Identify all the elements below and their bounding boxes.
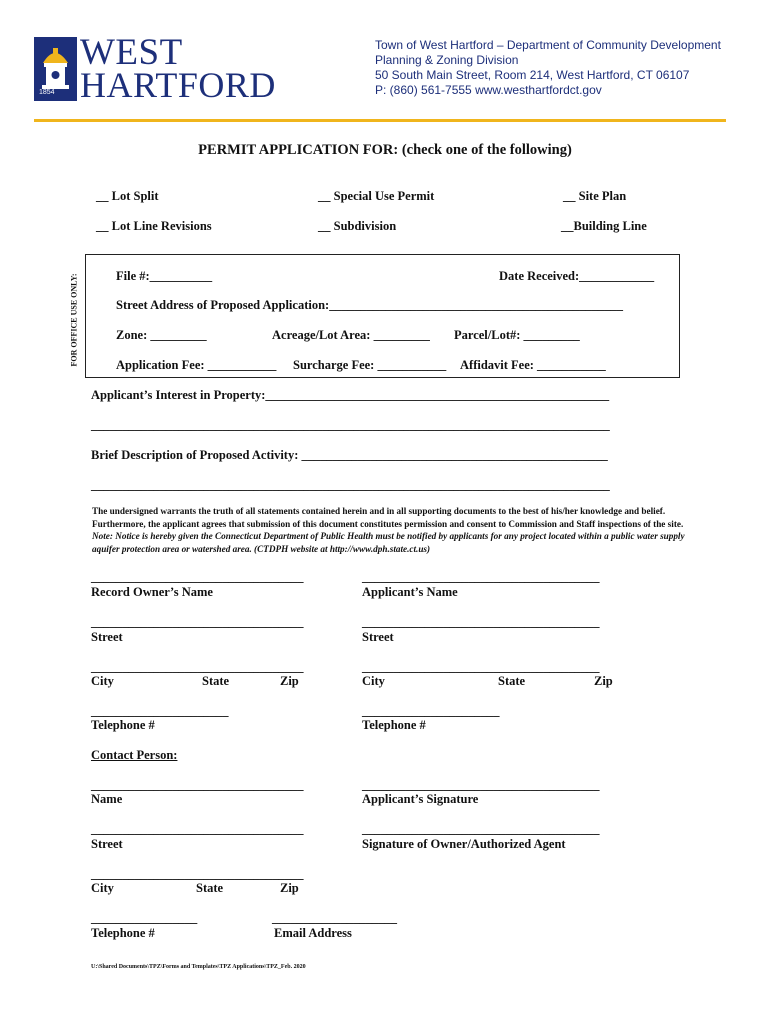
logo-text-hartford: HARTFORD [80, 65, 276, 105]
contact-email-line[interactable]: ____________________ [272, 911, 397, 925]
owner-state-label: State [202, 674, 230, 688]
town-hall-logo-icon [34, 37, 77, 101]
owner-signature-line[interactable]: ______________________________________ [362, 822, 600, 836]
street-address-field[interactable]: Street Address of Proposed Application:_______________________________________________ [116, 298, 623, 312]
applicant-street-line[interactable]: ______________________________________ [362, 615, 600, 629]
contact-state-label: State [196, 881, 224, 895]
owner-city-line[interactable]: __________________________________ [91, 660, 304, 674]
zone-field[interactable]: Zone: _________ [116, 328, 207, 342]
date-received-field[interactable]: Date Received:____________ [499, 269, 655, 283]
affidavit-fee-field[interactable]: Affidavit Fee: ___________ [460, 358, 606, 372]
option-lot-split[interactable]: __ Lot Split [96, 189, 159, 203]
option-building-line[interactable]: __Building Line [561, 219, 647, 233]
org-phone-website: P: (860) 561-7555 www.westhartfordct.gov [375, 83, 602, 97]
acreage-field[interactable]: Acreage/Lot Area: _________ [272, 328, 430, 342]
applicant-telephone-label: Telephone # [362, 718, 426, 732]
owner-street-line[interactable]: __________________________________ [91, 615, 304, 629]
contact-city-line[interactable]: __________________________________ [91, 867, 304, 881]
owner-street-label: Street [91, 630, 123, 644]
org-address: 50 South Main Street, Room 214, West Hartford, CT 06107 [375, 68, 690, 82]
form-title: PERMIT APPLICATION FOR: (check one of the following) [198, 142, 572, 158]
applicant-signature-label: Applicant’s Signature [362, 792, 479, 806]
warrant-statement: The undersigned warrants the truth of all statements contained herein and in all supporting documents to the best of his/her knowledge and belief. Furthermore, the applicant agrees that submission of this document constitutes permission and consent to Commission and Staff inspections of the site. Note: Notice is hereby given the Connecticut Department of Public Health must be notified by applicants for any project located within a public water supply aquifer protection area or watershed area. (CTDPH website at http://www.dph.state.ct.us) [92, 506, 685, 554]
applicant-signature-line[interactable]: ______________________________________ [362, 778, 600, 792]
contact-telephone-label: Telephone # [91, 926, 155, 940]
division-name: Planning & Zoning Division [375, 53, 519, 67]
brief-description-line2[interactable]: ___________________________________________________________________________________ [91, 478, 610, 492]
contact-name-label: Name [91, 792, 123, 806]
logo-year: 1854 [39, 89, 55, 96]
owner-telephone-label: Telephone # [91, 718, 155, 732]
brief-description-field[interactable]: Brief Description of Proposed Activity: _________________________________________________ [91, 448, 608, 462]
contact-email-label: Email Address [274, 926, 352, 940]
applicant-city-line[interactable]: ______________________________________ [362, 660, 600, 674]
applicant-interest-line2[interactable]: ___________________________________________________________________________________ [91, 418, 610, 432]
contact-name-line[interactable]: __________________________________ [91, 778, 304, 792]
notice-statement: Note: Notice is hereby given the Connecticut Department of Public Health must be notified by applicants for any project located within a public water supply aquifer protection area or watershed area. (CTDPH website at http://www.dph.state.ct.us) [92, 531, 685, 554]
applicant-state-label: State [498, 674, 526, 688]
record-owner-line[interactable]: __________________________________ [91, 570, 304, 584]
footer-file-path: U:\Shared Documents\TPZ\Forms and Templates\TPZ Applications\TPZ_Feb. 2020 [91, 964, 306, 970]
contact-person-heading: Contact Person: [91, 748, 178, 762]
option-special-use-permit[interactable]: __ Special Use Permit [318, 189, 435, 203]
contact-city-label: City [91, 881, 114, 895]
contact-street-label: Street [91, 837, 123, 851]
file-number-field[interactable]: File #:__________ [116, 269, 213, 283]
applicant-name-line[interactable]: ______________________________________ [362, 570, 600, 584]
header-rule [34, 119, 726, 122]
owner-city-label: City [91, 674, 114, 688]
contact-street-line[interactable]: __________________________________ [91, 822, 304, 836]
contact-zip-label: Zip [280, 881, 299, 895]
option-site-plan[interactable]: __ Site Plan [563, 189, 627, 203]
surcharge-fee-field[interactable]: Surcharge Fee: ___________ [293, 358, 447, 372]
owner-signature-label: Signature of Owner/Authorized Agent [362, 837, 566, 851]
parcel-field[interactable]: Parcel/Lot#: _________ [454, 328, 580, 342]
owner-zip-label: Zip [280, 674, 299, 688]
option-lot-line-revisions[interactable]: __ Lot Line Revisions [96, 219, 212, 233]
contact-telephone-line[interactable]: _________________ [91, 911, 198, 925]
org-title: Town of West Hartford – Department of Community Development [375, 38, 721, 52]
owner-telephone-line[interactable]: ______________________ [91, 704, 229, 718]
application-fee-field[interactable]: Application Fee: ___________ [116, 358, 277, 372]
applicant-zip-label: Zip [594, 674, 613, 688]
applicant-city-label: City [362, 674, 385, 688]
option-subdivision[interactable]: __ Subdivision [318, 219, 397, 233]
applicant-street-label: Street [362, 630, 394, 644]
applicant-telephone-line[interactable]: ______________________ [362, 704, 500, 718]
applicant-name-label: Applicant’s Name [362, 585, 458, 599]
office-use-label: FOR OFFICE USE ONLY: [69, 273, 79, 367]
logo-text-west: WEST [80, 32, 183, 73]
record-owner-label: Record Owner’s Name [91, 585, 213, 599]
applicant-interest-field[interactable]: Applicant’s Interest in Property:_______________________________________________________ [91, 388, 610, 402]
